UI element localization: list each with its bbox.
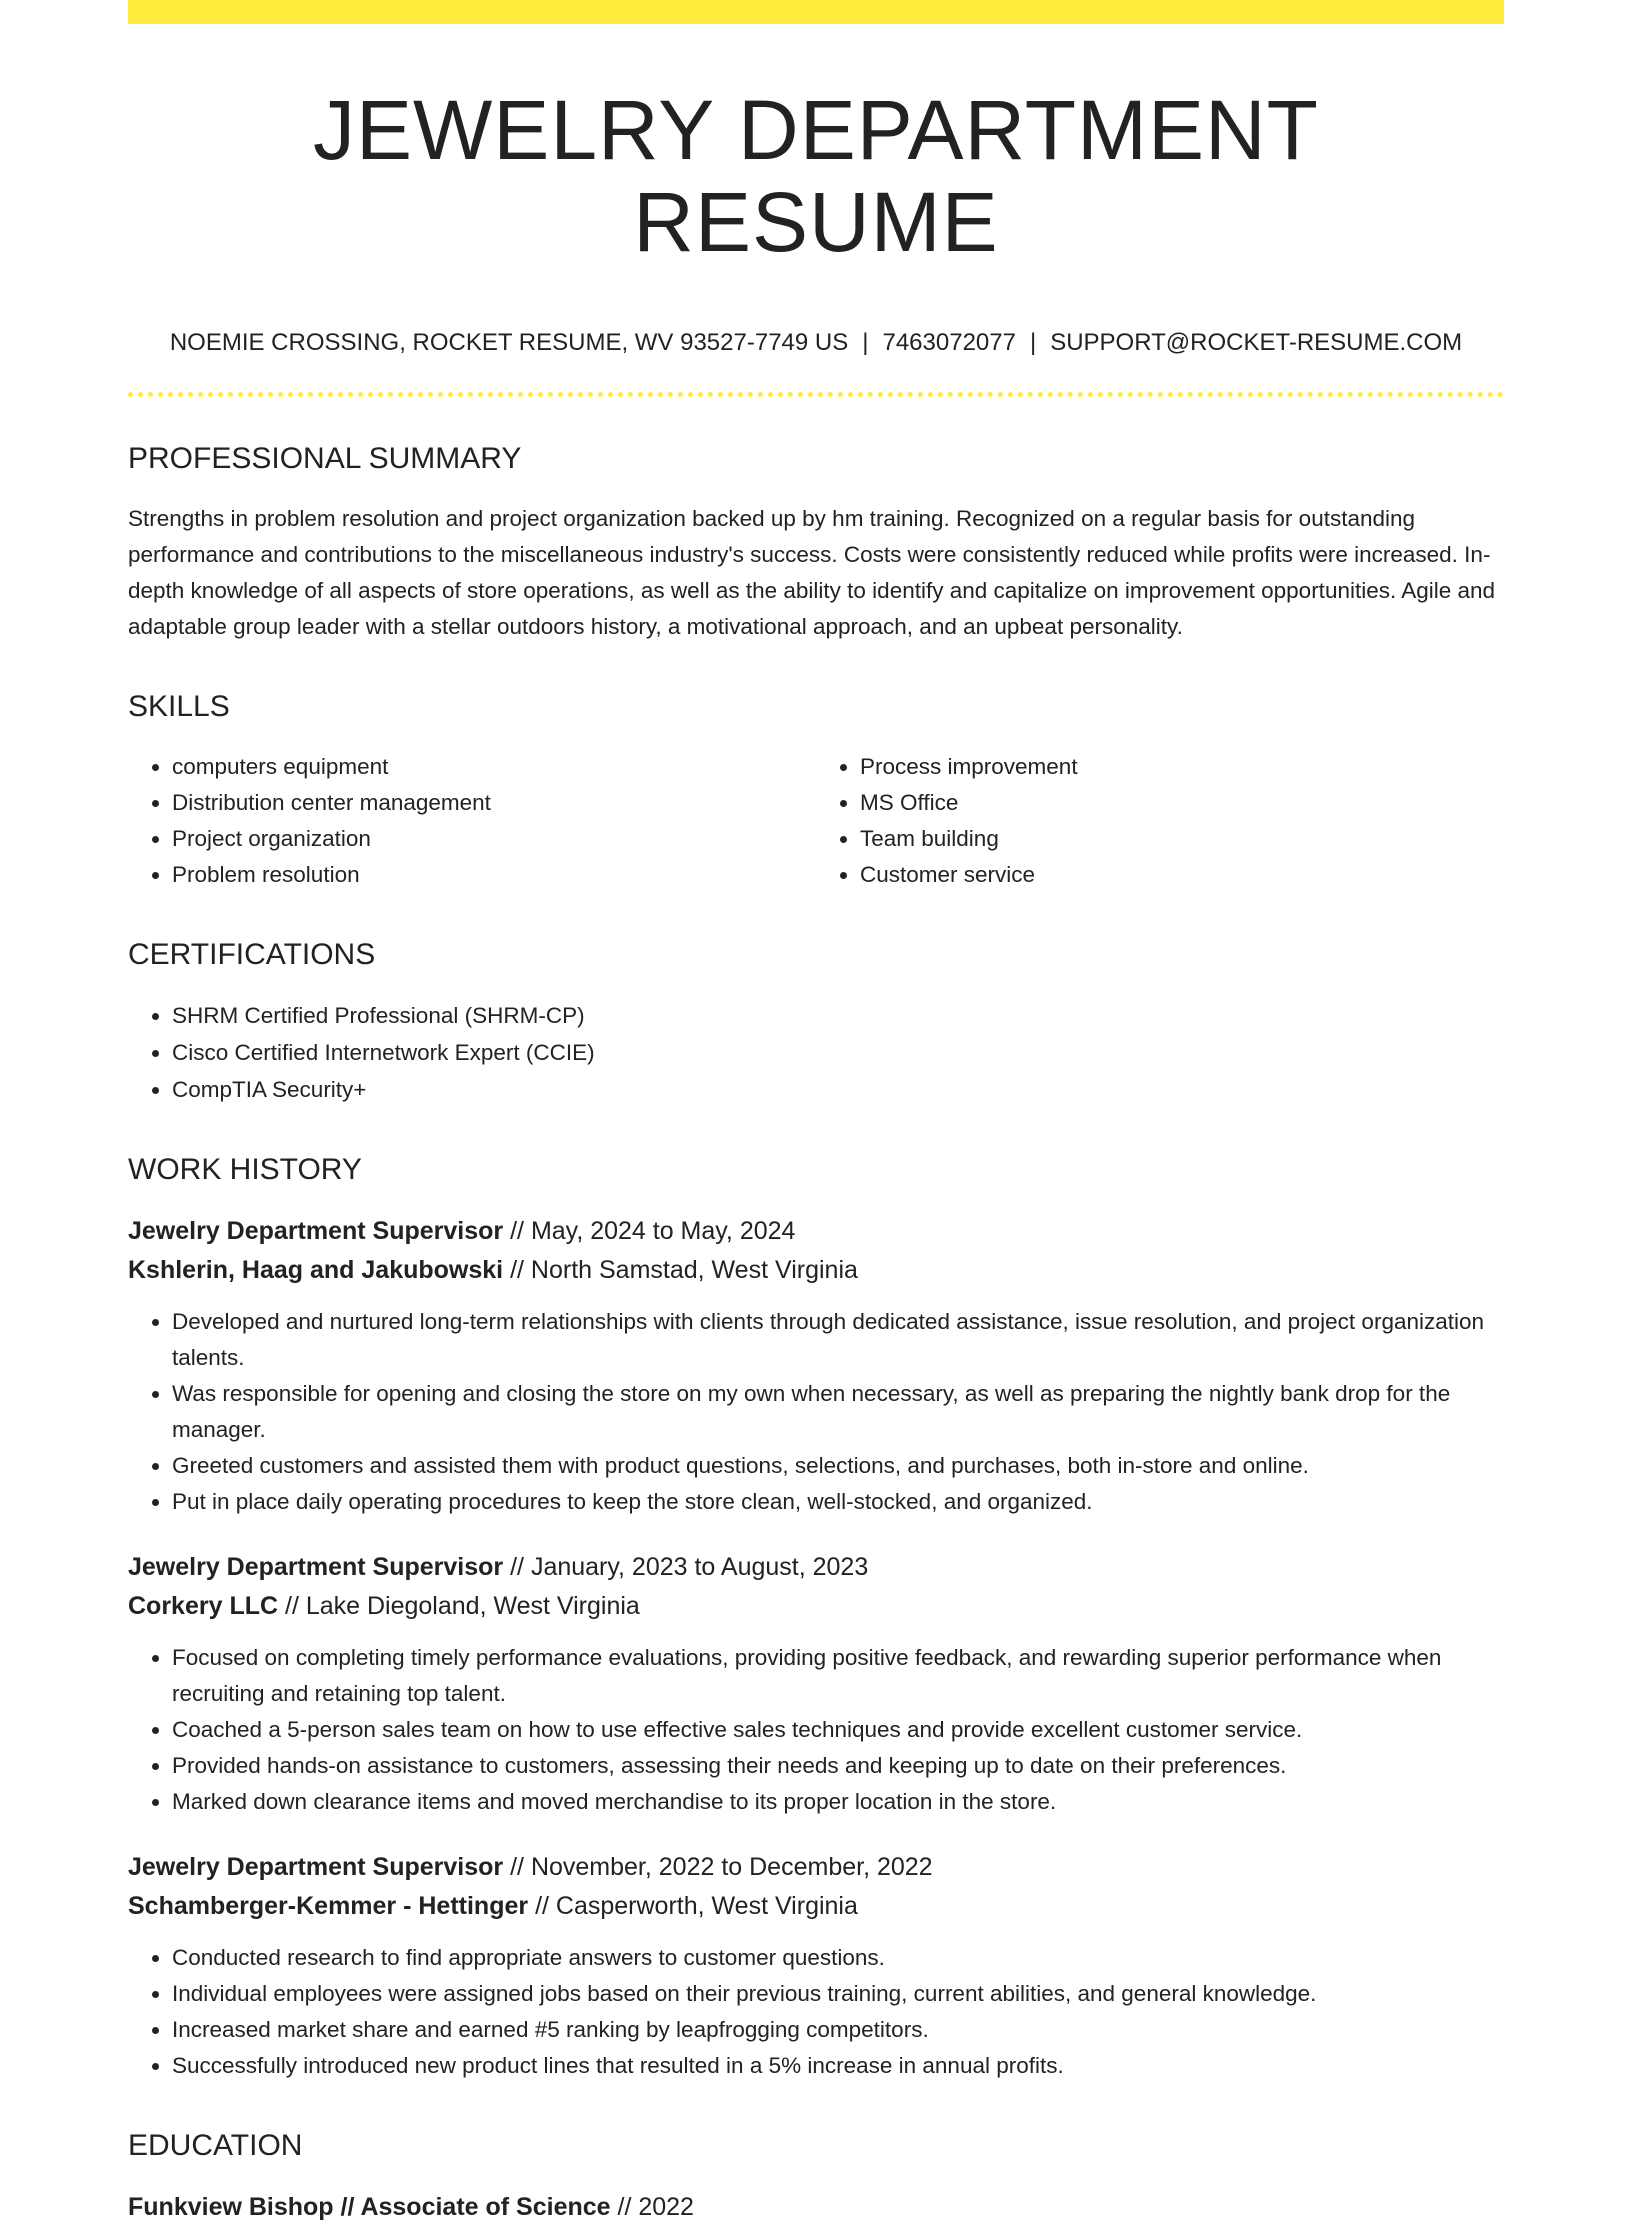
job-company: Kshlerin, Haag and Jakubowski — [128, 1255, 504, 1284]
contact-email: SUPPORT@ROCKET-RESUME.COM — [1050, 328, 1463, 356]
job-title-line — [128, 1848, 1504, 1887]
certification-item: • Cisco Certified Internetwork Expert (CCIE) — [172, 1034, 1504, 1071]
job-bullet: • Developed and nurtured long-term relationships with clients through dedicated assistance, issue resolution, and project organization talents. — [172, 1304, 1504, 1376]
job-company-line — [128, 1887, 1504, 1926]
skill-item: • Process improvement — [860, 749, 1504, 785]
job-dates: // May, 2024 to May, 2024 — [503, 1216, 796, 1245]
skill-item: • Problem resolution — [172, 857, 816, 893]
job-company: Schamberger-Kemmer - Hettinger — [128, 1891, 529, 1920]
job-bullet: • Conducted research to find appropriate answers to customer questions. — [172, 1940, 1504, 1976]
job-bullet: • Increased market share and earned #5 ranking by leapfrogging competitors. — [172, 2012, 1504, 2048]
job-role: Jewelry Department Supervisor — [128, 1552, 504, 1581]
education-heading: EDUCATION — [128, 2128, 303, 2162]
contact-phone: 7463072077 — [882, 328, 1016, 356]
job-bullet: • Marked down clearance items and moved merchandise to its proper location in the store. — [172, 1784, 1504, 1820]
job-role: Jewelry Department Supervisor — [128, 1852, 504, 1881]
contact-line — [128, 327, 1504, 358]
contact-address: NOEMIE CROSSING, ROCKET RESUME, WV 93527-7749 US — [169, 328, 849, 356]
job-dates: // January, 2023 to August, 2023 — [503, 1552, 869, 1581]
job-bullet: • Provided hands-on assistance to customers, assessing their needs and keeping up to date on their preferences. — [172, 1748, 1504, 1784]
job-dates: // November, 2022 to December, 2022 — [503, 1852, 933, 1881]
skills-column-right — [816, 749, 1504, 893]
job-company-line — [128, 1587, 1504, 1626]
job-entry — [128, 1548, 1504, 1820]
skill-item: • Team building — [860, 821, 1504, 857]
contact-separator: | — [1029, 328, 1037, 356]
job-bullet: • Individual employees were assigned jobs based on their previous training, current abilities, and general knowledge. — [172, 1976, 1504, 2012]
job-location: // Casperworth, West Virginia — [528, 1891, 858, 1920]
job-location: // Lake Diegoland, West Virginia — [278, 1591, 640, 1620]
certifications-list — [128, 997, 1504, 1108]
education-entry — [128, 2188, 1504, 2227]
contact-separator: | — [862, 328, 869, 356]
job-bullet: • Coached a 5-person sales team on how to use effective sales techniques and provide excellent customer service. — [172, 1712, 1504, 1748]
skills-list — [128, 749, 1504, 893]
summary-heading: PROFESSIONAL SUMMARY — [128, 441, 522, 475]
job-entry — [128, 1212, 1504, 1520]
job-title-line — [128, 1548, 1504, 1587]
job-company-line — [128, 1251, 1504, 1290]
job-bullet: • Greeted customers and assisted them with product questions, selections, and purchases, both in-store and online. — [172, 1448, 1504, 1484]
job-bullets — [128, 1640, 1504, 1820]
skills-heading: SKILLS — [128, 689, 230, 723]
skill-item: • Project organization — [172, 821, 816, 857]
skill-item: • Distribution center management — [172, 785, 816, 821]
resume-title: JEWELRY DEPARTMENT RESUME — [313, 83, 1319, 270]
job-bullet: • Focused on completing timely performance evaluations, providing positive feedback, and rewarding superior performance when recruiting and retaining top talent. — [172, 1640, 1504, 1712]
job-bullet: • Successfully introduced new product lines that resulted in a 5% increase in annual profits. — [172, 2048, 1504, 2084]
job-entry — [128, 1848, 1504, 2084]
summary-text: Strengths in problem resolution and project organization backed up by hm training. Recognized on a regular basis for outstanding performance and contributions to the miscellaneous industry's success. Costs were consistently reduced while profits were increased. In-depth knowledge of all aspects of store operations, as well as the ability to identify and capitalize on improvement opportunities. Agile and adaptable group leader with a stellar outdoors history, a motivational approach, and an upbeat personality. — [128, 505, 1496, 639]
job-company: Corkery LLC — [128, 1591, 279, 1620]
skill-item: • MS Office — [860, 785, 1504, 821]
job-title-line — [128, 1212, 1504, 1251]
top-accent-bar — [128, 0, 1504, 24]
skill-item: • computers equipment — [172, 749, 816, 785]
dotted-divider — [128, 392, 1504, 397]
job-bullet: • Put in place daily operating procedures to keep the store clean, well-stocked, and organized. — [172, 1484, 1504, 1520]
job-role: Jewelry Department Supervisor — [128, 1216, 504, 1245]
certification-item: • SHRM Certified Professional (SHRM-CP) — [172, 997, 1504, 1034]
job-location: // North Samstad, West Virginia — [503, 1255, 858, 1284]
work-history-heading: WORK HISTORY — [128, 1152, 362, 1186]
education-year: // 2022 — [610, 2192, 694, 2221]
skill-item: • Customer service — [860, 857, 1504, 893]
job-bullets — [128, 1940, 1504, 2084]
resume-page — [128, 0, 1504, 2227]
education-degree: // Associate of Science — [333, 2192, 611, 2221]
education-school: Funkview Bishop — [128, 2192, 334, 2221]
skills-column-left — [128, 749, 816, 893]
job-bullet: • Was responsible for opening and closing the store on my own when necessary, as well as preparing the nightly bank drop for the manager. — [172, 1376, 1504, 1448]
certification-item: • CompTIA Security+ — [172, 1071, 1504, 1108]
certifications-heading: CERTIFICATIONS — [128, 937, 376, 971]
job-bullets — [128, 1304, 1504, 1520]
